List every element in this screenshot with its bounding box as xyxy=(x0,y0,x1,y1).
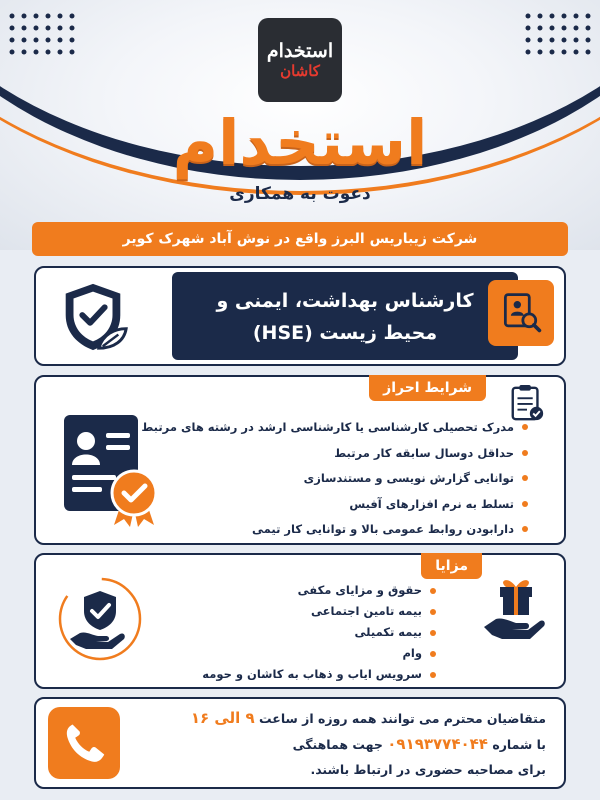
benefits-card xyxy=(34,553,566,689)
logo-text-city: کاشان xyxy=(280,62,320,80)
dots-decoration-left xyxy=(6,10,96,70)
list-item: حداقل دوسال سابقه کار مرتبط xyxy=(141,443,528,469)
list-item: توانایی گزارش نویسی و مستندسازی xyxy=(141,468,528,494)
job-title-card xyxy=(34,266,566,366)
contact-text xyxy=(191,705,546,783)
phone-icon[interactable] xyxy=(48,707,120,779)
contact-hours: ۹ الی ۱۶ xyxy=(190,709,255,727)
requirements-card xyxy=(34,375,566,545)
benefits-title: مزایا xyxy=(421,553,482,579)
page-subheadline: دعوت به همکاری xyxy=(229,184,371,204)
document-search-icon xyxy=(488,280,554,346)
contact-hours-prefix: متقاضیان محترم می توانند همه روزه از ساعت xyxy=(259,711,546,726)
list-item: دارابودن روابط عمومی بالا و توانایی کار تیمی xyxy=(141,519,528,545)
requirements-title: شرایط احراز xyxy=(369,375,486,401)
contact-line-1 xyxy=(191,705,546,731)
contact-phone-suffix: جهت هماهنگی xyxy=(292,737,383,752)
list-item: تسلط به نرم افزارهای آفیس xyxy=(141,494,528,520)
list-item: سرویس ایاب و ذهاب به کاشان و حومه xyxy=(202,665,436,686)
benefits-list xyxy=(202,581,436,686)
gift-icon xyxy=(482,573,546,643)
shield-leaf-icon xyxy=(54,278,132,356)
contact-line-3: برای مصاحبه حضوری در ارتباط باشند. xyxy=(310,762,546,777)
contact-card xyxy=(34,697,566,789)
job-title-line2: محیط زیست (HSE) xyxy=(252,322,438,344)
page-headline: استخدام xyxy=(172,106,428,179)
dots-decoration-right xyxy=(504,10,594,70)
requirements-list xyxy=(141,417,528,545)
list-item: وام xyxy=(202,644,436,665)
resume-badge-icon xyxy=(60,411,164,527)
brand-logo xyxy=(258,18,342,102)
list-item: مدرک تحصیلی کارشناسی یا کارشناسی ارشد در رشته های مرتبط xyxy=(141,417,528,443)
list-item: بیمه تکمیلی xyxy=(202,623,436,644)
list-item: بیمه تامین اجتماعی xyxy=(202,602,436,623)
list-item: حقوق و مزایای مکفی xyxy=(202,581,436,602)
job-title-line1: کارشناس بهداشت، ایمنی و xyxy=(216,290,474,312)
company-banner: شرکت زیباریس البرز واقع در نوش آباد شهرک کویر xyxy=(32,222,568,256)
contact-line-2 xyxy=(191,731,546,757)
logo-text-main: استخدام xyxy=(266,40,334,62)
contact-phone-number[interactable]: ۰۹۱۹۳۷۷۴۰۴۴ xyxy=(387,735,488,753)
hand-shield-icon xyxy=(58,577,142,661)
job-title-box xyxy=(172,272,518,360)
contact-phone-prefix: با شماره xyxy=(492,737,546,752)
